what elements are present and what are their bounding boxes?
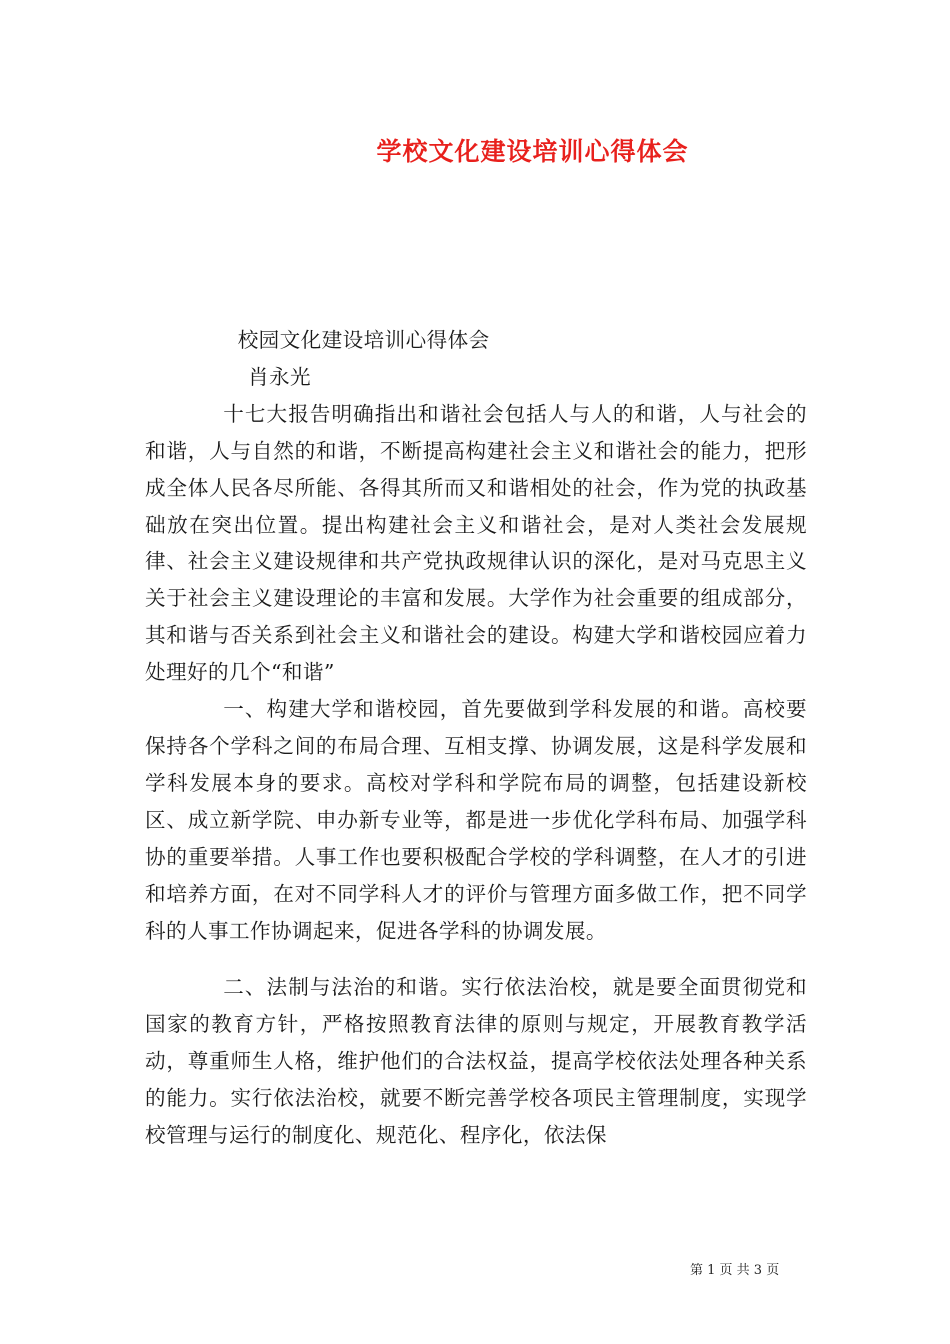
document-subtitle: 校园文化建设培训心得体会 (237, 328, 490, 352)
document-author: 肖永光 (248, 364, 311, 389)
page-number-indicator: 第 1 页 共 3 页 (690, 1263, 780, 1278)
paragraph-section-one: 一、构建大学和谐校园，首先要做到学科发展的和谐。高校要保持各个学科之间的布局合理、互相支撑、协调发展，这是科学发展和学科发展本身的要求。高校对学科和学院布局的调整，包括建设新校区、成立新学院、申办新专业等，都是进一步优化学科布局、加强学科协的重要举措。人事工作也要积极配合学校的学科调整，在人才的引进和培养方面，在对不同学科人才的评价与管理方面多做工作，把不同学科的人事工作协调起来，促进各学科的协调发展。 (145, 697, 807, 943)
page-title: 学校文化建设培训心得体会 (376, 137, 689, 166)
paragraph-section-two: 二、法制与法治的和谐。实行依法治校，就是要全面贯彻党和国家的教育方针，严格按照教育法律的原则与规定，开展教育教学活动，尊重师生人格，维护他们的合法权益，提高学校依法处理各种关系的能力。实行依法治校，就要不断完善学校各项民主管理制度，实现学校管理与运行的制度化、规范化、程序化，依法保 (145, 975, 807, 1148)
paragraph-intro: 十七大报告明确指出和谐社会包括人与人的和谐，人与社会的和谐，人与自然的和谐，不断提高构建社会主义和谐社会的能力，把形成全体人民各尽所能、各得其所而又和谐相处的社会，作为党的执政基础放在突出位置。提出构建社会主义和谐社会，是对人类社会发展规律、社会主义建设规律和共产党执政规律认识的深化，是对马克思主义关于社会主义建设理论的丰富和发展。大学作为社会重要的组成部分，其和谐与否关系到社会主义和谐社会的建设。构建大学和谐校园应着力处理好的几个“和谐” (145, 401, 807, 685)
document-body (145, 322, 807, 1154)
